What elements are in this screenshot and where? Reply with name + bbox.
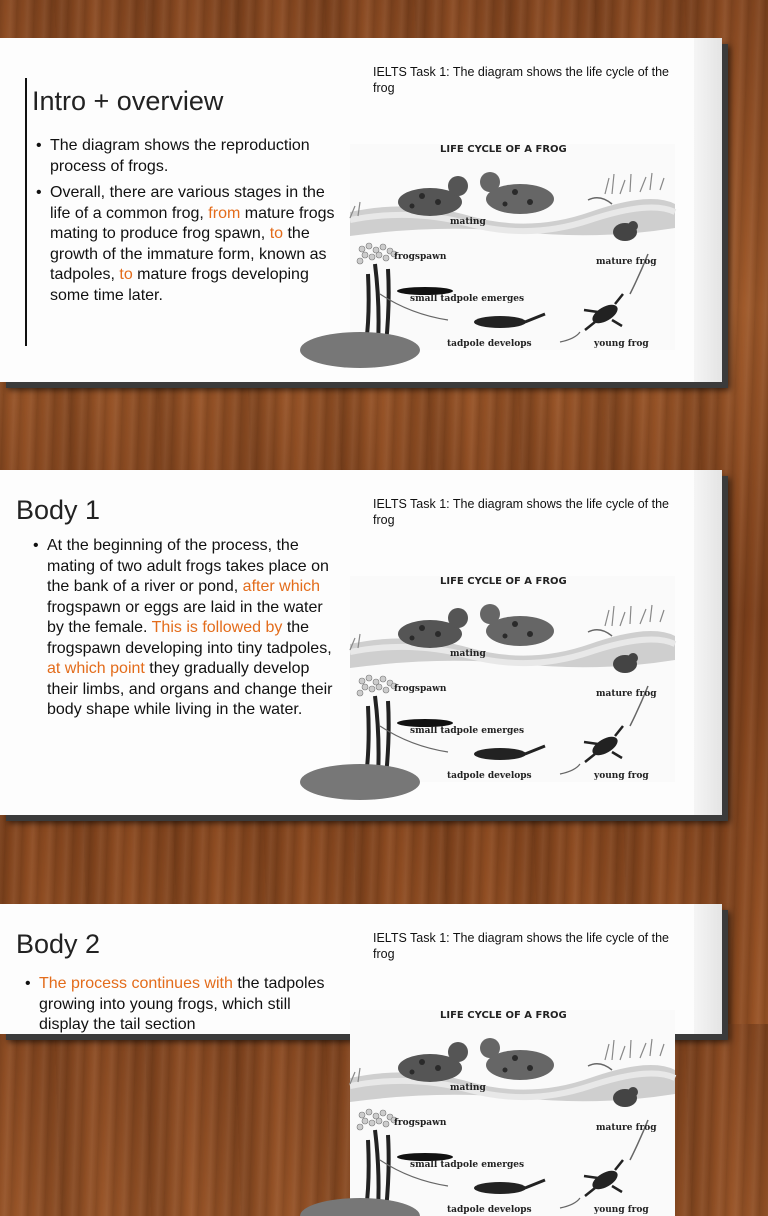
label-mature-frog: mature frog [596,689,657,699]
diagram-title: LIFE CYCLE OF A FROG [440,1010,567,1021]
label-mature-frog: mature frog [596,1123,657,1133]
bullet-list [30,136,340,312]
label-tadpole-develops: tadpole develops [447,1205,532,1215]
highlight-text: to [269,225,284,242]
highlight-text: at which point [47,660,145,677]
bullet-item: • The diagram shows the reproduction process of frogs. [50,136,340,177]
label-young-frog: young frog [594,339,649,349]
diagram-container [350,1010,675,1216]
diagram-container [350,144,675,350]
label-mature-frog: mature frog [596,257,657,267]
highlight-text: The process continues with [39,975,233,992]
label-frogspawn: frogspawn [394,1118,447,1128]
diagram-title: LIFE CYCLE OF A FROG [440,144,567,155]
slide-title: Intro + overview [32,86,224,116]
label-small-tadpole: small tadpole emerges [410,726,525,736]
slide-intro [0,38,722,382]
task-caption: IELTS Task 1: The diagram shows the life cycle of the frog [373,497,669,527]
label-young-frog: young frog [594,771,649,781]
frog-life-cycle-diagram [350,144,675,350]
diagram-container [350,576,675,782]
frog-life-cycle-diagram [350,576,675,782]
label-mating: mating [450,217,486,227]
slide-body-1 [0,470,722,815]
slide-title: Body 2 [16,929,101,959]
bullet-item: • The process continues with the tadpoles growing into young frogs, which still display the tail section [39,974,333,1036]
task-caption: IELTS Task 1: The diagram shows the life cycle of the frog [373,931,669,961]
slide-title: Body 1 [16,495,101,525]
label-mating: mating [450,1083,486,1093]
highlight-text: This is followed by [151,619,283,636]
bullet-list [27,536,333,727]
frog-life-cycle-diagram [350,1010,675,1216]
bullet-item: • Overall, there are various stages in the life of a common frog, from mature frogs mating to produce frog spawn, to the growth of the immature form, known as tadpoles, to mature frogs developing some time later. [50,183,340,306]
label-frogspawn: frogspawn [394,684,447,694]
bullet-list [19,974,333,1042]
slide-body-2 [0,904,722,1215]
label-young-frog: young frog [594,1205,649,1215]
highlight-text: from [208,204,241,222]
title-accent-bar [25,78,27,346]
highlight-text: to [119,266,133,283]
task-caption: IELTS Task 1: The diagram shows the life cycle of the frog [373,65,669,95]
label-mating: mating [450,649,486,659]
bullet-item: • At the beginning of the process, the mating of two adult frogs takes place on the bank of a river or pond, after which frogspawn or eggs are laid in the water by the female. This is followed by the frogspawn developing into tiny tadpoles, at which point they gradually develop their limbs, and organs and change their body shape while living in the water. [47,536,333,721]
label-tadpole-develops: tadpole develops [447,339,532,349]
label-frogspawn: frogspawn [394,252,447,262]
highlight-text: after which [242,578,321,595]
diagram-title: LIFE CYCLE OF A FROG [440,576,567,587]
label-tadpole-develops: tadpole develops [447,771,532,781]
label-small-tadpole: small tadpole emerges [410,1160,525,1170]
label-small-tadpole: small tadpole emerges [410,294,525,304]
